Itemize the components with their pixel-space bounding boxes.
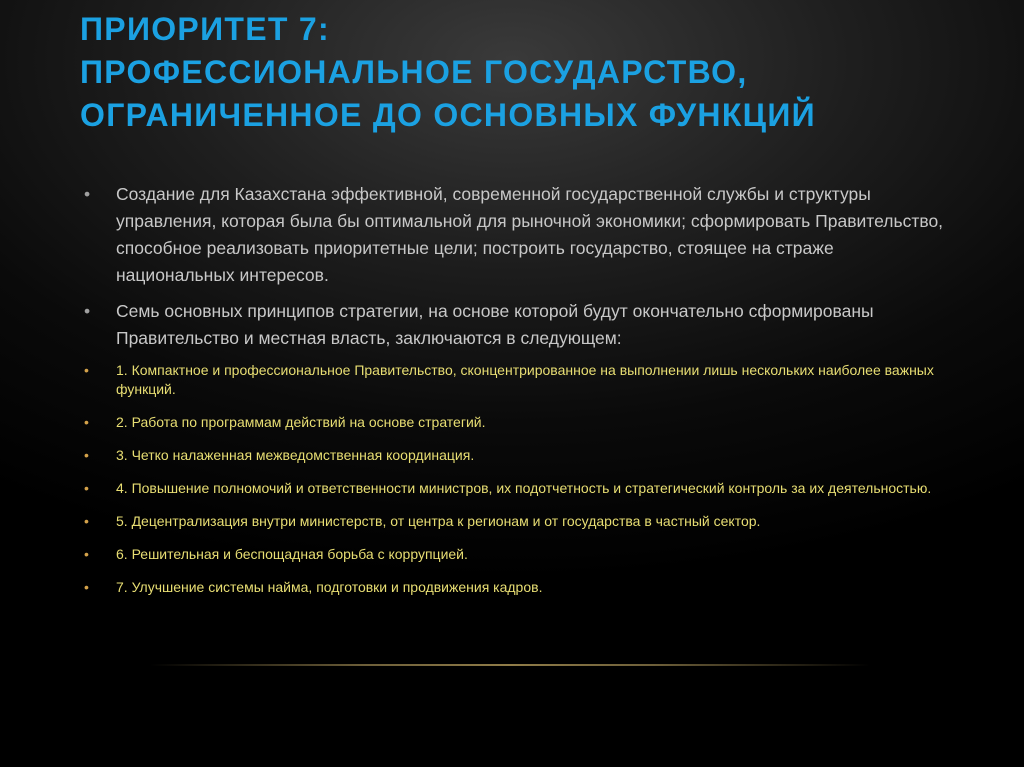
main-bullet-text: Создание для Казахстана эффективной, современной государственной службы и структуры управления, которая была бы оптимальной для рыночной экономики; сформировать Правительство, способное реализовать приоритетные цели; построить государство, стоящее на страже национальных интересов.	[116, 184, 944, 285]
main-bullet-text: Семь основных принципов стратегии, на основе которой будут окончательно сформированы Правительство и местная власть, заключаются в следующем:	[116, 301, 874, 348]
principle-item-1	[80, 361, 950, 399]
bullet-marker: •	[84, 301, 91, 321]
bullet-marker: •	[84, 184, 91, 204]
footer-divider	[150, 664, 870, 666]
principle-item-4	[80, 479, 950, 498]
bullet-marker: •	[84, 480, 89, 496]
principle-item-6	[80, 545, 950, 564]
slide-title-line-3: ОГРАНИЧЕННОЕ ДО ОСНОВНЫХ ФУНКЦИЙ	[80, 97, 816, 133]
main-bullet-2	[80, 298, 950, 352]
principle-item-7	[80, 578, 950, 597]
bullet-list	[80, 181, 950, 611]
bullet-marker: •	[84, 579, 89, 595]
bullet-marker: •	[84, 546, 89, 562]
principle-text: 7. Улучшение системы найма, подготовки и продвижения кадров.	[116, 579, 543, 595]
principle-item-5	[80, 512, 950, 531]
bullet-marker: •	[84, 414, 89, 430]
main-bullet-1	[80, 181, 950, 289]
principle-item-2	[80, 413, 950, 432]
slide-title-line-1: ПРИОРИТЕТ 7:	[80, 11, 330, 47]
bullet-marker: •	[84, 447, 89, 463]
principle-text: 3. Четко налаженная межведомственная координация.	[116, 447, 475, 463]
principle-text: 5. Децентрализация внутри министерств, от центра к регионам и от государства в частный сектор.	[116, 513, 761, 529]
slide-title-line-2: ПРОФЕССИОНАЛЬНОЕ ГОСУДАРСТВО,	[80, 54, 748, 90]
principle-text: 6. Решительная и беспощадная борьба с коррупцией.	[116, 546, 468, 562]
bullet-marker: •	[84, 513, 89, 529]
principle-text: 1. Компактное и профессиональное Правительство, сконцентрированное на выполнении лишь нескольких наиболее важных функций.	[116, 362, 934, 397]
principle-text: 4. Повышение полномочий и ответственности министров, их подотчетность и стратегический контроль за их деятельностью.	[116, 480, 932, 496]
bullet-marker: •	[84, 362, 89, 378]
principle-text: 2. Работа по программам действий на основе стратегий.	[116, 414, 486, 430]
slide-title	[80, 8, 960, 137]
principle-item-3	[80, 446, 950, 465]
